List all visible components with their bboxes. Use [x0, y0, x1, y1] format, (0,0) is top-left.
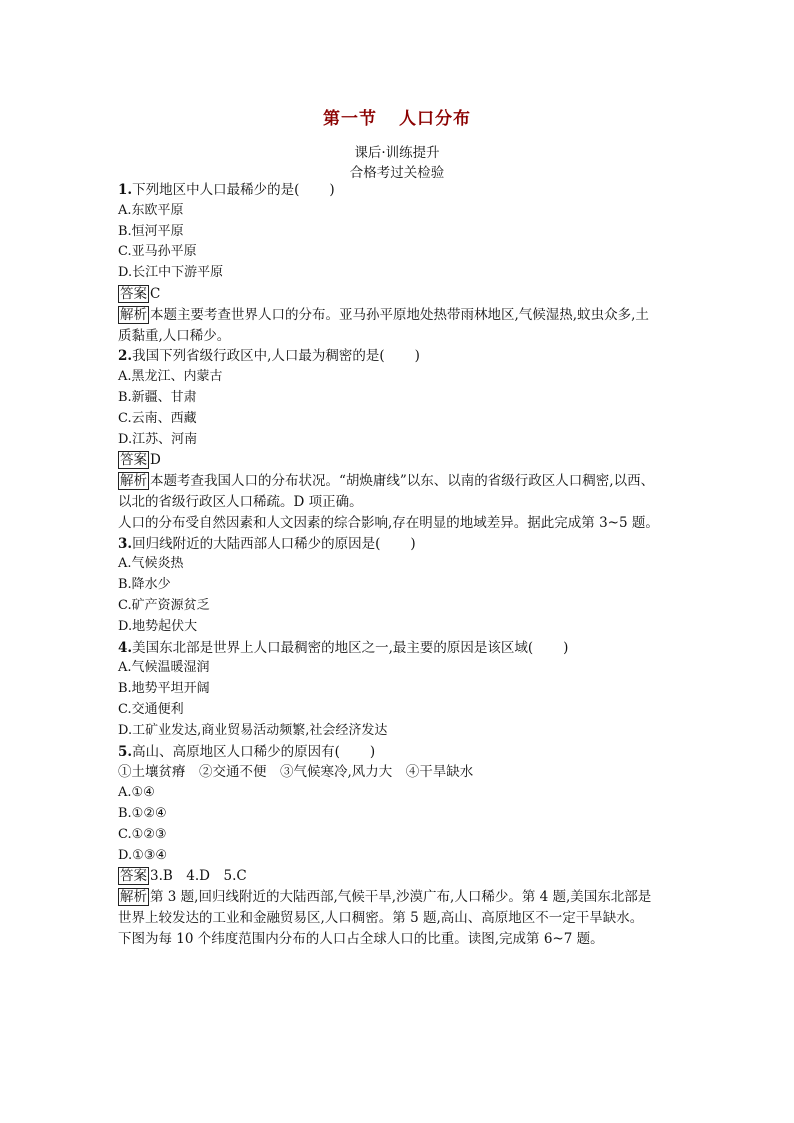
q1-answer: 答案 C — [120, 285, 161, 302]
intro-3-5: 人口的分布受自然因素和人文因素的综合影响,存在明显的地域差异。据此完成第 3~5 题。 — [118, 514, 659, 531]
q4-option-a: A.气候温暖湿润 — [118, 660, 210, 676]
q5-option-a: A.①④ — [118, 785, 155, 801]
answers-3-5: 答案 3.B 4.D 5.C — [120, 868, 247, 885]
subtitle: 课后·训练提升 — [354, 145, 440, 161]
analysis-tag: 解析 — [120, 889, 147, 906]
question-1: 1.下列地区中人口最稀少的是( ) — [118, 182, 335, 198]
q3-option-d: D.地势起伏大 — [118, 618, 198, 634]
q1-option-c: C.亚马孙平原 — [118, 244, 197, 260]
analysis-tag: 解析 — [120, 306, 147, 323]
q1-analysis: 解析 本题主要考查世界人口的分布。亚马孙平原地处热带雨林地区,气候湿热,蚊虫众多,土 — [120, 306, 649, 323]
answer-tag: 答案 — [120, 452, 147, 469]
page-title — [0, 104, 794, 129]
q2-option-a: A.黑龙江、内蒙古 — [118, 369, 223, 385]
section-title: 人口分布 — [399, 109, 471, 129]
q2-analysis: 解析 本题考查我国人口的分布状况。“胡焕庸线”以东、以南的省级行政区人口稠密,以西、 — [120, 473, 655, 490]
q4-option-d: D.工矿业发达,商业贸易活动频繁,社会经济发达 — [118, 722, 388, 738]
content — [118, 180, 683, 949]
section-number: 第一节 — [323, 109, 377, 129]
q5-option-c: C.①②③ — [118, 826, 167, 842]
answer-tag: 答案 — [120, 285, 147, 302]
q1-option-a: A.东欧平原 — [118, 202, 184, 218]
question-5: 5.高山、高原地区人口稀少的原因有( ) — [118, 743, 376, 760]
q1-option-b: B.恒河平原 — [118, 223, 184, 239]
q5-option-d: D.①③④ — [118, 847, 168, 863]
analysis-tag: 解析 — [120, 473, 147, 490]
level-heading: 合格考过关检验 — [349, 165, 445, 181]
answer-tag: 答案 — [120, 868, 147, 885]
q2-analysis-cont: 以北的省级行政区人口稀疏。D 项正确。 — [118, 493, 363, 510]
q2-answer: 答案 D — [120, 452, 161, 469]
analysis-3-5-cont: 世界上较发达的工业和金融贸易区,人口稠密。第 5 题,高山、高原地区不一定干旱缺水。 — [118, 909, 644, 926]
q1-analysis-cont: 质黏重,人口稀少。 — [118, 327, 231, 344]
q3-option-c: C.矿产资源贫乏 — [118, 597, 210, 613]
question-2: 2.我国下列省级行政区中,人口最为稠密的是( ) — [118, 348, 420, 365]
analysis-3-5: 解析 第 3 题,回归线附近的大陆西部,气候干旱,沙漠广布,人口稀少。第 4 题,美国东北部是 — [120, 889, 652, 906]
question-4: 4.美国东北部是世界上人口最稠密的地区之一,最主要的原因是该区域( ) — [118, 639, 569, 656]
q1-option-d: D.长江中下游平原 — [118, 265, 224, 281]
q2-option-b: B.新疆、甘肃 — [118, 389, 197, 405]
q3-option-a: A.气候炎热 — [118, 556, 184, 572]
question-3: 3.回归线附近的大陆西部人口稀少的原因是( ) — [118, 535, 416, 552]
q3-option-b: B.降水少 — [118, 577, 171, 593]
q2-option-c: C.云南、西藏 — [118, 410, 197, 426]
q5-items: ①土壤贫瘠 ②交通不便 ③气候寒冷,风力大 ④干旱缺水 — [118, 764, 474, 781]
q4-option-b: B.地势平坦开阔 — [118, 681, 210, 697]
q2-option-d: D.江苏、河南 — [118, 431, 198, 447]
q4-option-c: C.交通便利 — [118, 701, 184, 717]
intro-6-7: 下图为每 10 个纬度范围内分布的人口占全球人口的比重。读图,完成第 6~7 题。 — [118, 930, 604, 947]
q5-option-b: B.①②④ — [118, 805, 167, 821]
